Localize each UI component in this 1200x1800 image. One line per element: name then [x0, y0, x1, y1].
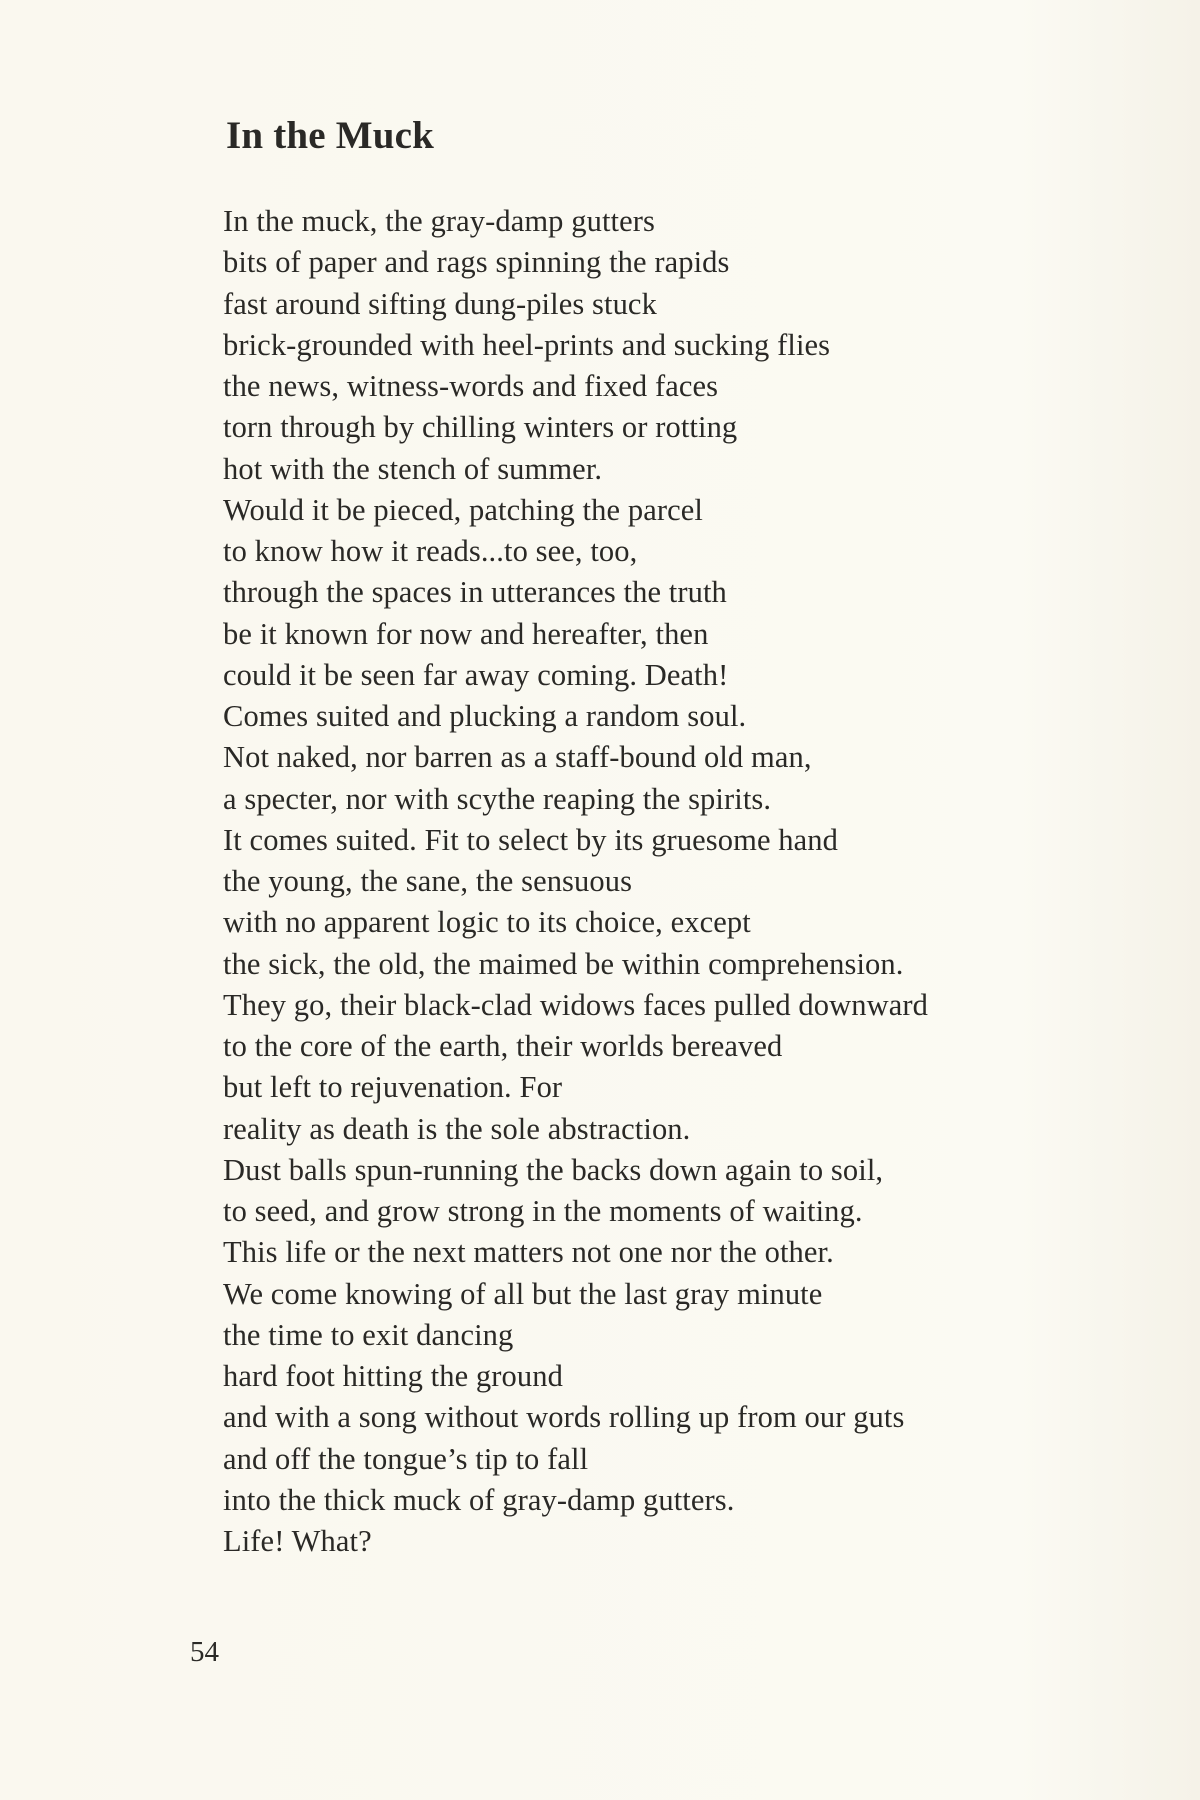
poem-line: hot with the stench of summer.	[223, 451, 603, 486]
poem-line: with no apparent logic to its choice, except	[223, 905, 751, 940]
poem-line: could it be seen far away coming. Death!	[223, 657, 729, 692]
poem-line: We come knowing of all but the last gray minute	[223, 1276, 823, 1311]
poem-line: fast around sifting dung-piles stuck	[223, 286, 657, 321]
poem-line: to the core of the earth, their worlds bereaved	[223, 1029, 783, 1063]
poem-line: and with a song without words rolling up from our guts	[223, 1400, 905, 1435]
page-number: 54	[190, 1636, 219, 1668]
poem-line: the time to exit dancing	[223, 1317, 514, 1352]
poem-line: reality as death is the sole abstraction.	[223, 1111, 691, 1146]
poem-line: In the muck, the gray-damp gutters	[223, 204, 655, 238]
poem-line: to know how it reads...to see, too,	[223, 534, 638, 568]
poem-line: Would it be pieced, patching the parcel	[223, 492, 703, 527]
poem-line: the sick, the old, the maimed be within comprehension.	[223, 946, 904, 981]
poem-title: In the Muck	[226, 114, 435, 157]
poem-line: the young, the sane, the sensuous	[223, 864, 633, 898]
poem-line: They go, their black-clad widows faces pulled downward	[223, 987, 928, 1022]
poem-line: brick-grounded with heel-prints and sucking flies	[223, 327, 831, 362]
poem-line: bits of paper and rags spinning the rapids	[223, 245, 730, 280]
poem-line: into the thick muck of gray-damp gutters.	[223, 1482, 735, 1517]
poem-line: Comes suited and plucking a random soul.	[223, 699, 747, 733]
poem-line: This life or the next matters not one nor the other.	[223, 1235, 834, 1270]
poem-line: torn through by chilling winters or rotting	[223, 410, 738, 445]
poem-line: Not naked, nor barren as a staff-bound old man,	[223, 740, 812, 775]
poem-line: Life! What?	[223, 1524, 372, 1558]
poem-line: through the spaces in utterances the truth	[223, 575, 727, 610]
poem-line: a specter, nor with scythe reaping the spirits.	[223, 781, 772, 816]
poem-line: and off the tongue’s tip to fall	[223, 1441, 589, 1476]
poem-line: be it known for now and hereafter, then	[223, 616, 709, 651]
poem-line: the news, witness-words and fixed faces	[223, 369, 719, 403]
poem-line: to seed, and grow strong in the moments of waiting.	[223, 1194, 863, 1228]
poem-line: hard foot hitting the ground	[223, 1359, 563, 1393]
poem-line: It comes suited. Fit to select by its gruesome hand	[223, 822, 838, 857]
poem-body	[223, 201, 928, 1562]
poem-line: but left to rejuvenation. For	[223, 1070, 563, 1105]
poem-line: Dust balls spun-running the backs down again to soil,	[223, 1152, 884, 1187]
